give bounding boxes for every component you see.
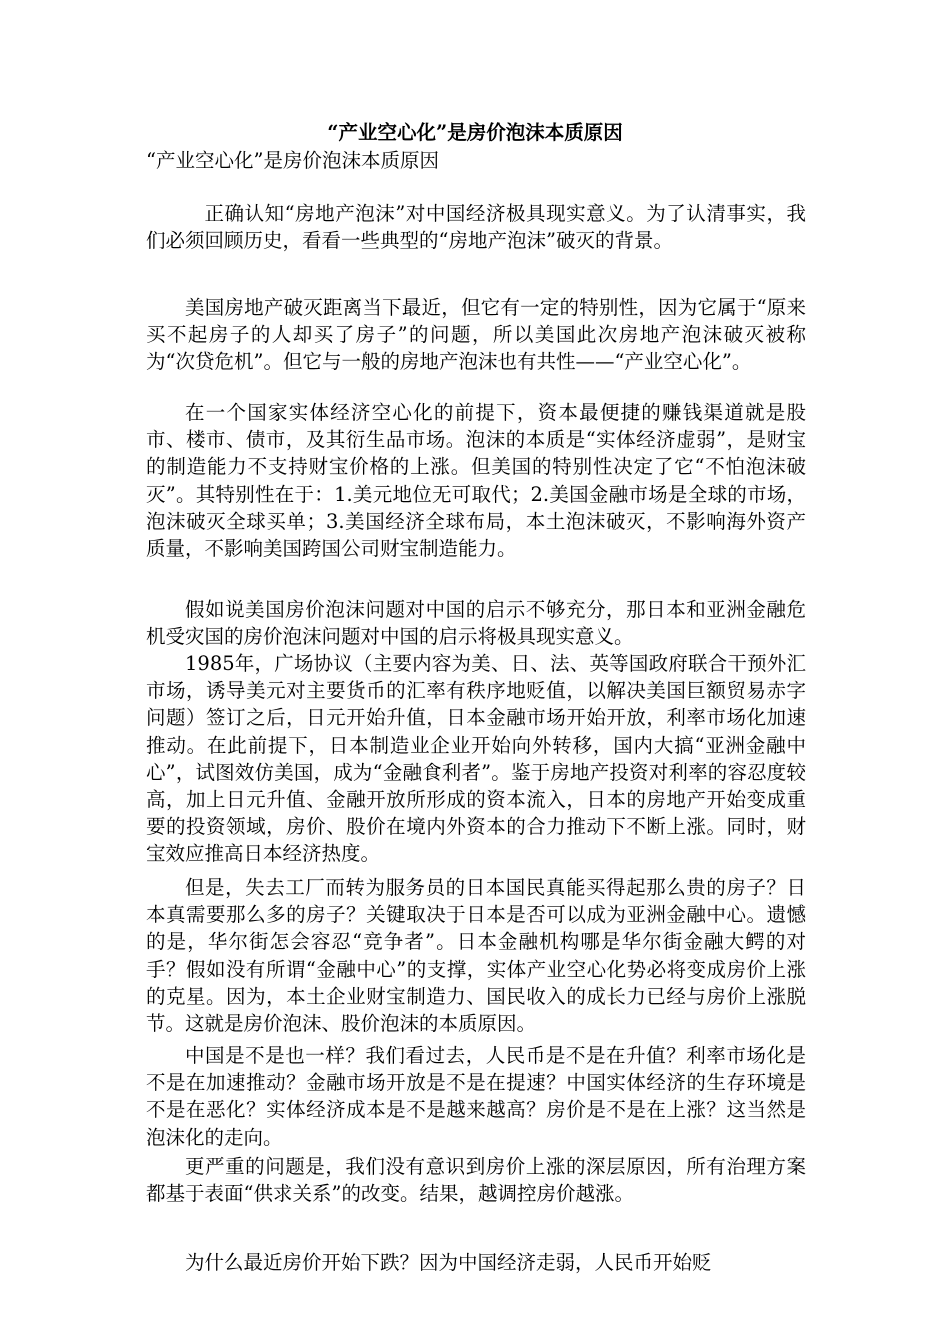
paragraph-3: 在一个国家实体经济空心化的前提下，资本最便捷的赚钱渠道就是股市、楼市、债市，及其衍生品市场。泡沫的本质是“实体经济虚弱”，是财宝的制造能力不支持财宝价格的上涨。但美国的特别性决定了它“不怕泡沫破灭”。其特别性在于：1.美元地位无可取代；2.美国金融市场是全球的市场，泡沫破灭全球买单；3.美国经济全球布局，本土泡沫破灭，不影响海外资产质量，不影响美国跨国公司财宝制造能力。: [146, 401, 806, 561]
subtitle: “产业空心化”是房价泡沫本质原因: [146, 149, 439, 172]
paragraph-1: 正确认知“房地产泡沫”对中国经济极具现实意义。为了认清事实，我们必须回顾历史，看看一些典型的“房地产泡沫”破灭的背景。: [146, 202, 806, 253]
paragraph-8: 更严重的问题是，我们没有意识到房价上涨的深层原因，所有治理方案都基于表面“供求关系”的改变。结果，越调控房价越涨。: [146, 1155, 806, 1206]
paragraph-7: 中国是不是也一样？我们看过去，人民币是不是在升值？利率市场化是不是在加速推动？金融市场开放是不是在提速？中国实体经济的生存环境是不是在恶化？实体经济成本是不是越来越高？房价是不是在上涨？这当然是泡沫化的走向。: [146, 1044, 806, 1149]
paragraph-6: 但是，失去工厂而转为服务员的日本国民真能买得起那么贵的房子？日本真需要那么多的房子？关键取决于日本是否可以成为亚洲金融中心。遗憾的是，华尔街怎会容忍“竞争者”。日本金融机构哪是华尔街金融大鳄的对手？假如没有所谓“金融中心”的支撑，实体产业空心化势必将变成房价上涨的克星。因为，本土企业财宝制造力、国民收入的成长力已经与房价上涨脱节。这就是房价泡沫、股价泡沫的本质原因。: [146, 876, 806, 1036]
page-title: “产业空心化”是房价泡沫本质原因: [327, 121, 623, 144]
paragraph-5: 1985年，广场协议（主要内容为美、日、法、英等国政府联合干预外汇市场，诱导美元对主要货币的汇率有秩序地贬值，以解决美国巨额贸易赤字问题）签订之后，日元开始升值，日本金融市场开始开放，利率市场化加速推动。在此前提下，日本制造业企业开始向外转移，国内大搞“亚洲金融中心”，试图效仿美国，成为“金融食利者”。鉴于房地产投资对利率的容忍度较高，加上日元升值、金融开放所形成的资本流入，日本的房地产开始变成重要的投资领域，房价、股价在境内外资本的合力推动下不断上涨。同时，财宝效应推高日本经济热度。: [146, 652, 806, 866]
paragraph-9: 为什么最近房价开始下跌？因为中国经济走弱，人民币开始贬: [185, 1251, 712, 1274]
paragraph-2: 美国房地产破灭距离当下最近，但它有一定的特别性，因为它属于“原来买不起房子的人却买了房子”的问题，所以美国此次房地产泡沫破灭被称为“次贷危机”。但它与一般的房地产泡沫也有共性——“产业空心化”。: [146, 296, 806, 374]
paragraph-4: 假如说美国房价泡沫问题对中国的启示不够充分，那日本和亚洲金融危机受灾国的房价泡沫问题对中国的启示将极具现实意义。: [146, 598, 806, 649]
